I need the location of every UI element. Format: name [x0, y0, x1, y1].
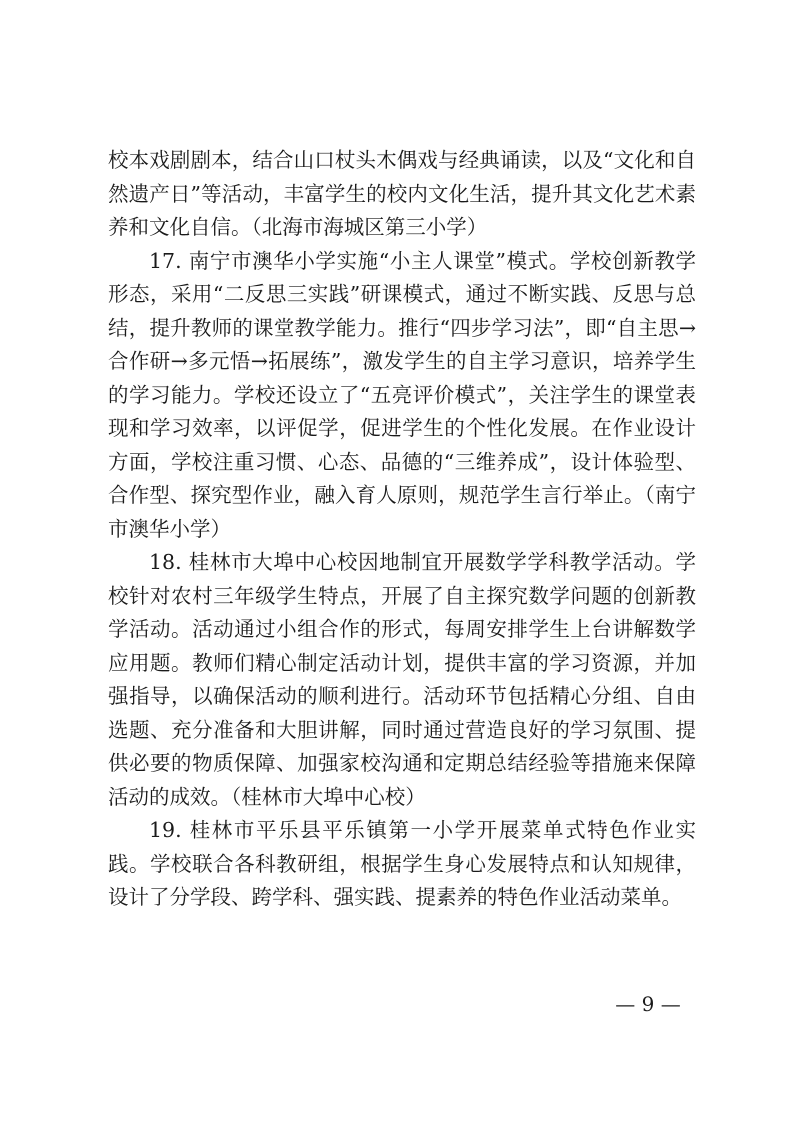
page-number: — 9 —	[615, 992, 681, 1016]
paragraph-continuation: 校本戏剧剧本，结合山口杖头木偶戏与经典诵读，以及“文化和自然遗产日”等活动，丰富学生的校内文化生活，提升其文化艺术素养和文化自信。（北海市海城区第三小学）	[108, 148, 696, 239]
paragraph-item-18: 18. 桂林市大埠中心校因地制宜开展数学学科教学活动。学校针对农村三年级学生特点，开展了自主探究数学问题的创新教学活动。活动通过小组合作的形式，每周安排学生上台讲解数学应用题。教师们精心制定活动计划，提供丰富的学习资源，并加强指导，以确保活动的顺利进行。活动环节包括精心分组、自由选题、充分准备和大胆讲解，同时通过营造良好的学习氛围、提供必要的物质保障、加强家校沟通和定期总结经验等措施来保障活动的成效。（桂林市大埠中心校）	[108, 550, 696, 809]
paragraph-item-17: 17. 南宁市澳华小学实施“小主人课堂”模式。学校创新教学形态，采用“二反思三实践”研课模式，通过不断实践、反思与总结，提升教师的课堂教学能力。推行“四步学习法”，即“自主思→合作研→多元悟→拓展练”，激发学生的自主学习意识，培养学生的学习能力。学校还设立了“五亮评价模式”，关注学生的课堂表现和学习效率，以评促学，促进学生的个性化发展。在作业设计方面，学校注重习惯、心态、品德的“三维养成”，设计体验型、合作型、探究型作业，融入育人原则，规范学生言行举止。（南宁市澳华小学）	[108, 248, 696, 541]
paragraph-item-19: 19. 桂林市平乐县平乐镇第一小学开展菜单式特色作业实践。学校联合各科教研组，根据学生身心发展特点和认知规律，设计了分学段、跨学科、强实践、提素养的特色作业活动菜单。	[108, 818, 696, 909]
body-text	[108, 144, 696, 915]
